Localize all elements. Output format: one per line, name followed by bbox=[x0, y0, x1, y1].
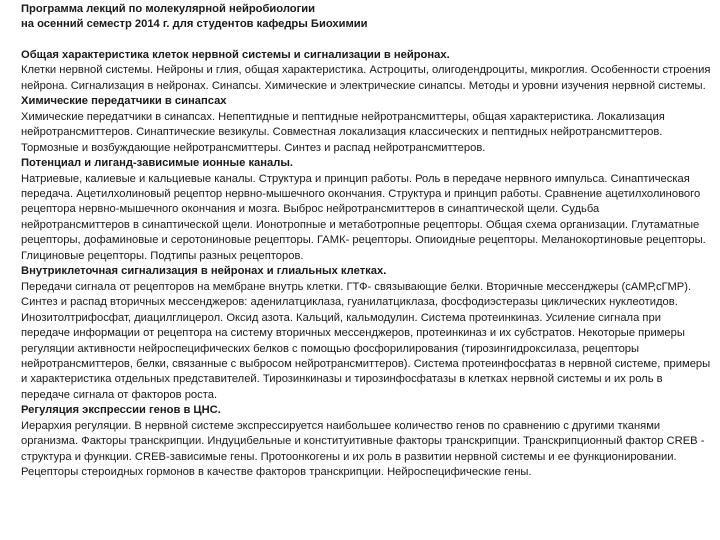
section-chemical-transmitters bbox=[21, 94, 711, 156]
title-spacer bbox=[21, 33, 711, 48]
section-text: Натриевые, калиевые и кальциевые каналы. Структура и принцип работы. Роль в передаче нервного импульса. Синаптическая передача. Ацетилхолиновый рецептор нервно-мышечного окончания. Структура и принцип работы. Сравнение ацетилхолинового рецептора нервно-мышечного окончания и мозга. Выброс нейротрансмиттеров в синаптической щели. Судьба нейротрансмиттеров в синаптической щели. Ионотропные и метаботропные рецепторы. Общая схема организации. Глутаматные рецепторы, дофаминовые и серотониновые рецепторы. ГАМК- рецепторы. Опиоидные рецепторы. Меланокортиновые рецепторы. Глициновые рецепторы. Подтипы разных рецепторов. bbox=[21, 172, 706, 262]
title-line-2: на осенний семестр 2014 г. для студентов кафедры Биохимии bbox=[21, 18, 368, 31]
section-heading: Внутриклеточная сигнализация в нейронах и глиальных клетках. bbox=[21, 265, 387, 278]
section-general bbox=[21, 48, 711, 94]
section-heading: Потенциал и лиганд-зависимые ионные каналы. bbox=[21, 157, 294, 170]
section-text: Клетки нервной системы. Нейроны и глия, общая характеристика. Астроциты, олигодендроциты, микроглия. Особенности строения нейрона. Сигнализация в нейронах. Синапсы. Химические и электрические синапсы. Методы и уровни изучения нервной системы. bbox=[21, 64, 711, 92]
section-text: Передачи сигнала от рецепторов на мембране внутрь клетки. ГТФ- связывающие белки. Вторичные мессенджеры (сАМР,сГМР). Синтез и распад вторичных мессенджеров: аденилатциклаза, гуанилатциклаза, фосфодиэстеразы циклических нуклеотидов. Инозитолтрифосфат, диацилглицерол. Оксид азота. Кальций, кальмодулин. Система протеинкиназ. Усиление сигнала при передаче информации от рецептора на систему вторичных мессенджеров, протеинкиназ и их субстратов. Некоторые примеры регуляции активности нейроспецифических белков с помощью фосфорилирования (тирозингидроксилаза, рецепторы нейротрансмиттеров, белки, связанные с выбросом нейротрансмиттеров). Система протеинфосфатаз в нервной системе, примеры и характеристика отдельных представителей. Тирозинкиназы и тирозинфосфатазы в клетках нервной системы и их роль в передаче сигнала от факторов роста. bbox=[21, 280, 711, 401]
section-text: Химические передатчики в синапсах. Непептидные и пептидные нейротрансмиттеры, общая характеристика. Локализация нейротрансмиттеров. Синаптические везикулы. Совместная локализация классических и пептидных нейротрансмиттеров. Тормозные и возбуждающие нейротрансмиттеры. Синтез и распад нейротрансмиттеров. bbox=[21, 110, 665, 154]
section-intracellular-signaling bbox=[21, 264, 711, 403]
lecture-program-document bbox=[21, 2, 711, 481]
document-title bbox=[21, 2, 711, 33]
section-heading: Общая характеристика клеток нервной системы и сигнализации в нейронах. bbox=[21, 48, 450, 61]
section-gene-expression bbox=[21, 403, 711, 480]
title-line-1: Программа лекций по молекулярной нейробиологии bbox=[21, 3, 316, 15]
section-text: Иерархия регуляции. В нервной системе экспрессируется наибольшее количество генов по сравнению с другими тканями организма. Факторы транскрипции. Индуцибельные и конституитивные факторы транскрипции. Транскрипционный фактор CREB - структура и функции. CREB-зависимые гены. Протоонкогены и их роль в развитии нервной системы и ее функционировании. Рецепторы стероидных гормонов в качестве факторов транскрипции. Нейроспецифические гены. bbox=[21, 419, 705, 479]
section-heading: Химические передатчики в синапсах bbox=[21, 95, 227, 108]
section-ion-channels bbox=[21, 156, 711, 264]
section-heading: Регуляция экспрессии генов в ЦНС. bbox=[21, 404, 221, 417]
